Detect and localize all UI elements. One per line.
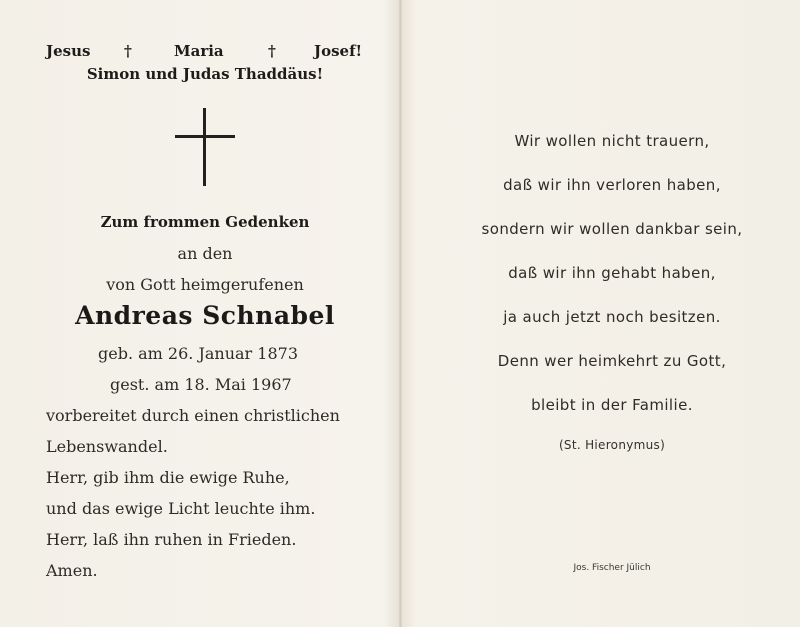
verse-line: bleibt in der Familie. <box>531 396 693 414</box>
verse-line: ja auch jetzt noch besitzen. <box>503 308 721 326</box>
header-maria: Maria <box>174 42 224 60</box>
prayer-line: Lebenswandel. <box>46 437 168 456</box>
gedenken-heading: Zum frommen Gedenken <box>100 213 310 231</box>
verse-line: daß wir ihn verloren haben, <box>503 176 721 194</box>
verse-line: Denn wer heimkehrt zu Gott, <box>497 352 727 370</box>
cross-icon <box>174 108 236 188</box>
verse-line: Wir wollen nicht trauern, <box>514 132 710 150</box>
prayer-line: Herr, laß ihn ruhen in Frieden. <box>46 530 297 549</box>
prayer-line: und das ewige Licht leuchte ihm. <box>46 499 316 518</box>
header-saints: Simon und Judas Thaddäus! <box>86 65 324 83</box>
header-cross-1: † <box>124 42 132 60</box>
verse-line: daß wir ihn gehabt haben, <box>508 264 716 282</box>
deceased-name: Andreas Schnabel <box>75 301 335 330</box>
birth-date: geb. am 26. Januar 1873 <box>98 344 299 363</box>
header-josef: Josef! <box>314 42 363 60</box>
header-cross-2: † <box>268 42 276 60</box>
prayer-line: Herr, gib ihm die ewige Ruhe, <box>46 468 290 487</box>
printer-mark: Jos. Fischer Jülich <box>573 563 651 573</box>
prayer-line: Amen. <box>46 561 98 580</box>
verse-line: sondern wir wollen dankbar sein, <box>481 220 743 238</box>
header-jesus: Jesus <box>46 42 91 60</box>
card-fold <box>399 0 402 627</box>
prayer-line: vorbereitet durch einen christlichen <box>46 406 340 425</box>
death-date: gest. am 18. Mai 1967 <box>110 375 292 394</box>
verse-attribution: (St. Hieronymus) <box>558 438 666 452</box>
an-den-text: an den <box>177 244 233 263</box>
heimgerufen-text: von Gott heimgerufenen <box>106 275 304 294</box>
